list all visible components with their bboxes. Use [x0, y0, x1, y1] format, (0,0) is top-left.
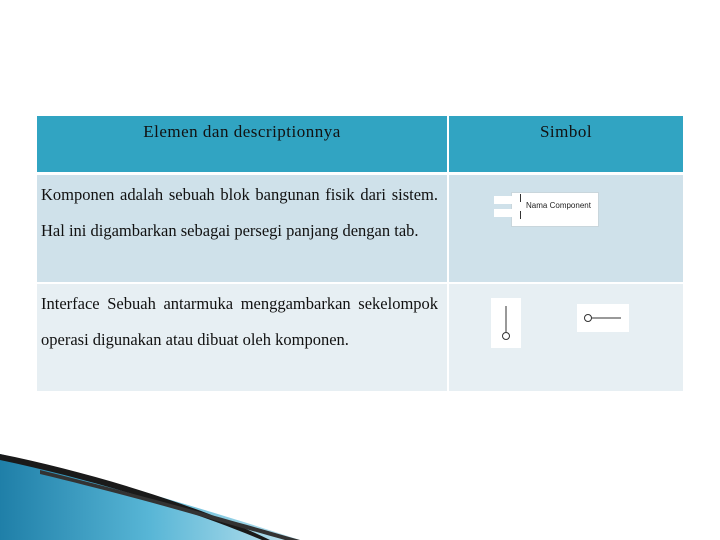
interface-description: Interface Sebuah antarmuka menggambarkan sekelompok operasi digunakan atau dibuat oleh komponen. [37, 283, 448, 391]
component-tab-bottom [494, 209, 516, 217]
table-row [37, 283, 683, 391]
component-tab-top [494, 196, 516, 204]
component-tab-line-top [520, 194, 521, 202]
interface-lollipop-vertical-icon [491, 298, 521, 348]
table-row [37, 174, 683, 284]
header-symbol: Simbol [448, 116, 683, 174]
interface-lollipop-horizontal-icon [577, 304, 629, 332]
header-element-description: Elemen dan descriptionnya [37, 116, 448, 174]
component-symbol-label: Nama Component [526, 201, 591, 210]
component-description: Komponen adalah sebuah blok bangunan fisik dari sistem. Hal ini digambarkan sebagai persegi panjang dengan tab. [37, 174, 448, 284]
component-tab-line-bottom [520, 211, 521, 219]
component-symbol-cell [448, 174, 683, 284]
decorative-swoosh [0, 440, 720, 540]
element-symbol-table [37, 116, 683, 391]
interface-symbol-cell [448, 283, 683, 391]
